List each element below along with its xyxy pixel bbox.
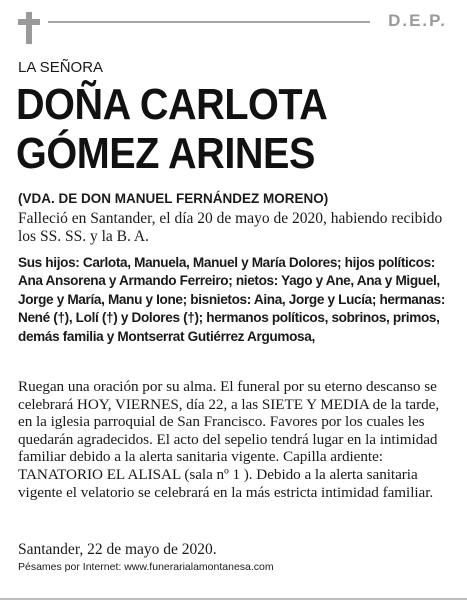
- deceased-name-line-1: DOÑA CARLOTA: [16, 80, 328, 129]
- funeral-details: Ruegan una oración por su alma. El funeral por su eterno descanso se celebrará HOY, VIERNES, día 22, a las SIETE Y MEDIA de la tarde, en la iglesia parroquial de San Francisco. Favores por los cuales les quedarán agradecidos. El acto del sepelio tendrá lugar en la intimidad familiar debido a la alerta sanitaria vigente. Capilla ardiente: TANATORIO EL ALISAL (sala nº 1 ). Debido a la alerta sanitaria vigente el velatorio se celebrará en la más estricta intimidad familiar.: [18, 378, 440, 501]
- condolences-link[interactable]: Pésames por Internet: www.funerarialamontanesa.com: [18, 561, 274, 573]
- place-date: Santander, 22 de mayo de 2020.: [18, 541, 217, 558]
- dep-badge: D.E.P.: [388, 11, 447, 30]
- deceased-name: [16, 80, 327, 178]
- intro-label: LA SEÑORA: [18, 59, 104, 76]
- deceased-name-line-2: GÓMEZ ARINES: [16, 129, 315, 178]
- cross-icon: [18, 12, 40, 44]
- widow-line: (VDA. DE DON MANUEL FERNÁNDEZ MORENO): [18, 191, 329, 206]
- death-notice: Falleció en Santander, el día 20 de mayo de 2020, habiendo recibido los SS. SS. y la B. A.: [18, 210, 443, 245]
- family-list: Sus hijos: Carlota, Manuela, Manuel y María Dolores; hijos políticos: Ana Ansorena y Armando Ferreiro; nietos: Yago y Ane, Ana y Miguel, Jorge y María, Manu y Ione; bisnietos: Aina, Jorge y Lucía; hermanas: Nené (†), Lolí (†) y Dolores (†); hermanos políticos, sobrinos, primos, demás familia y Montserrat Gutiérrez Argumosa,: [18, 255, 446, 344]
- header-divider: [48, 21, 370, 23]
